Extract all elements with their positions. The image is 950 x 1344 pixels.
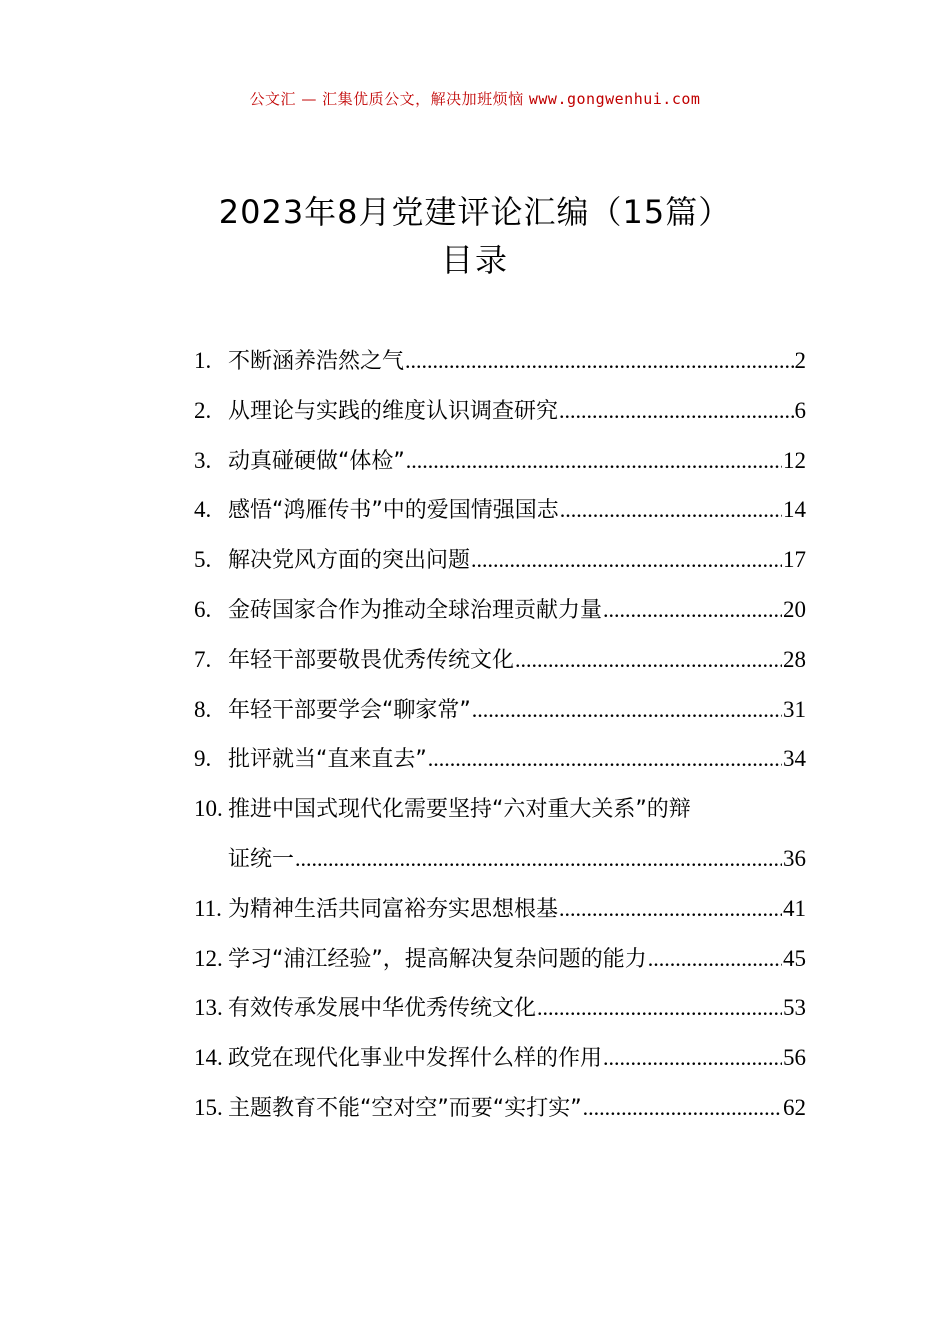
toc-title: 动真碰硬做“体检” (228, 448, 405, 474)
toc-title: 不断涵养浩然之气 (228, 349, 405, 374)
toc-title: 年轻干部要学会“聊家常” (228, 697, 471, 723)
toc-number: 10. (194, 796, 223, 822)
toc-entry-3[interactable] (194, 436, 806, 486)
toc-page-number: 34 (783, 746, 806, 772)
toc-entry-15[interactable] (194, 1083, 806, 1133)
toc-page-number: 14 (783, 497, 806, 523)
toc-title: 有效传承发展中华优秀传统文化 (228, 996, 537, 1022)
toc-number: 5. (194, 547, 212, 573)
toc-leader-dots (648, 934, 782, 984)
toc-entry-1[interactable] (194, 336, 806, 386)
document-subtitle: 目录 (440, 241, 509, 279)
toc-entry-6[interactable] (194, 585, 806, 635)
toc-number: 12. (194, 945, 223, 971)
toc-title: 学习“浦江经验”，提高解决复杂问题的能力 (228, 946, 647, 972)
toc-number: 3. (194, 447, 212, 473)
toc-entry-7[interactable] (194, 635, 806, 685)
toc-title: 推进中国式现代化需要坚持“六对重大关系”的辩 (228, 797, 691, 823)
toc-page-number: 2 (794, 348, 806, 373)
toc-title: 政党在现代化事业中发挥什么样的作用 (228, 1046, 603, 1072)
toc-title: 金砖国家合作为推动全球治理贡献力量 (228, 597, 603, 623)
toc-entry-14[interactable] (194, 1033, 806, 1083)
toc-leader-dots (560, 485, 782, 535)
toc-entry-9[interactable] (194, 734, 806, 784)
toc-leader-dots (603, 1033, 782, 1083)
toc-number: 1. (194, 348, 212, 373)
toc-number: 6. (194, 596, 212, 622)
toc-title: 批评就当“直来直去” (228, 747, 427, 773)
toc-number: 9. (194, 746, 212, 772)
toc-entry-12[interactable] (194, 934, 806, 984)
toc-number: 2. (194, 397, 212, 423)
header-banner (0, 88, 950, 109)
toc-page-number: 62 (783, 1094, 806, 1120)
toc-leader-dots (471, 535, 782, 585)
toc-entry-2[interactable] (194, 386, 806, 436)
toc-entry-11[interactable] (194, 884, 806, 934)
toc-page-number: 12 (783, 447, 806, 473)
toc-leader-dots (559, 884, 782, 934)
toc-entry-line-continued (194, 834, 806, 884)
table-of-contents (194, 336, 806, 1133)
toc-number: 7. (194, 646, 212, 672)
toc-title-continued: 证统一 (228, 846, 295, 872)
toc-title: 年轻干部要敬畏优秀传统文化 (228, 647, 515, 673)
toc-entry-13[interactable] (194, 983, 806, 1033)
toc-entry-8[interactable] (194, 685, 806, 735)
toc-leader-dots (603, 585, 782, 635)
document-title: 2023年8月党建评论汇编（15篇） (218, 193, 732, 231)
toc-title: 为精神生活共同富裕夯实思想根基 (228, 896, 559, 922)
toc-leader-dots (472, 685, 782, 735)
toc-number: 15. (194, 1094, 223, 1120)
toc-page-number: 17 (783, 547, 806, 573)
toc-title: 从理论与实践的维度认识调查研究 (228, 398, 559, 424)
toc-leader-dots (405, 336, 793, 386)
toc-leader-dots (515, 635, 782, 685)
toc-page-number: 41 (783, 895, 806, 921)
toc-title: 感悟“鸿雁传书”中的爱国情强国志 (228, 498, 559, 524)
toc-page-number: 20 (783, 596, 806, 622)
toc-entry-4[interactable] (194, 485, 806, 535)
toc-page-number: 6 (794, 397, 806, 423)
toc-leader-dots (295, 834, 782, 884)
toc-page-number: 31 (783, 696, 806, 722)
toc-number: 11. (194, 895, 222, 921)
toc-page-number: 53 (783, 995, 806, 1021)
toc-number: 4. (194, 497, 212, 523)
toc-leader-dots (537, 983, 782, 1033)
toc-number: 13. (194, 995, 223, 1021)
toc-page-number: 28 (783, 646, 806, 672)
toc-leader-dots (428, 734, 782, 784)
toc-page-number: 36 (783, 845, 806, 871)
toc-leader-dots (559, 386, 793, 436)
toc-entry-10[interactable] (194, 784, 806, 884)
toc-entry-5[interactable] (194, 535, 806, 585)
banner-url[interactable]: www.gongwenhui.com (528, 90, 701, 108)
toc-page-number: 45 (783, 945, 806, 971)
toc-entry-line (194, 784, 806, 834)
toc-title: 解决党风方面的突出问题 (228, 548, 471, 574)
toc-leader-dots (406, 436, 782, 486)
toc-page-number: 56 (783, 1045, 806, 1071)
toc-number: 14. (194, 1045, 223, 1071)
toc-title: 主题教育不能“空对空”而要“实打实” (228, 1095, 582, 1121)
toc-number: 8. (194, 696, 212, 722)
banner-text: 公文汇 — 汇集优质公文，解决加班烦恼 (249, 90, 524, 108)
toc-leader-dots (583, 1083, 782, 1133)
